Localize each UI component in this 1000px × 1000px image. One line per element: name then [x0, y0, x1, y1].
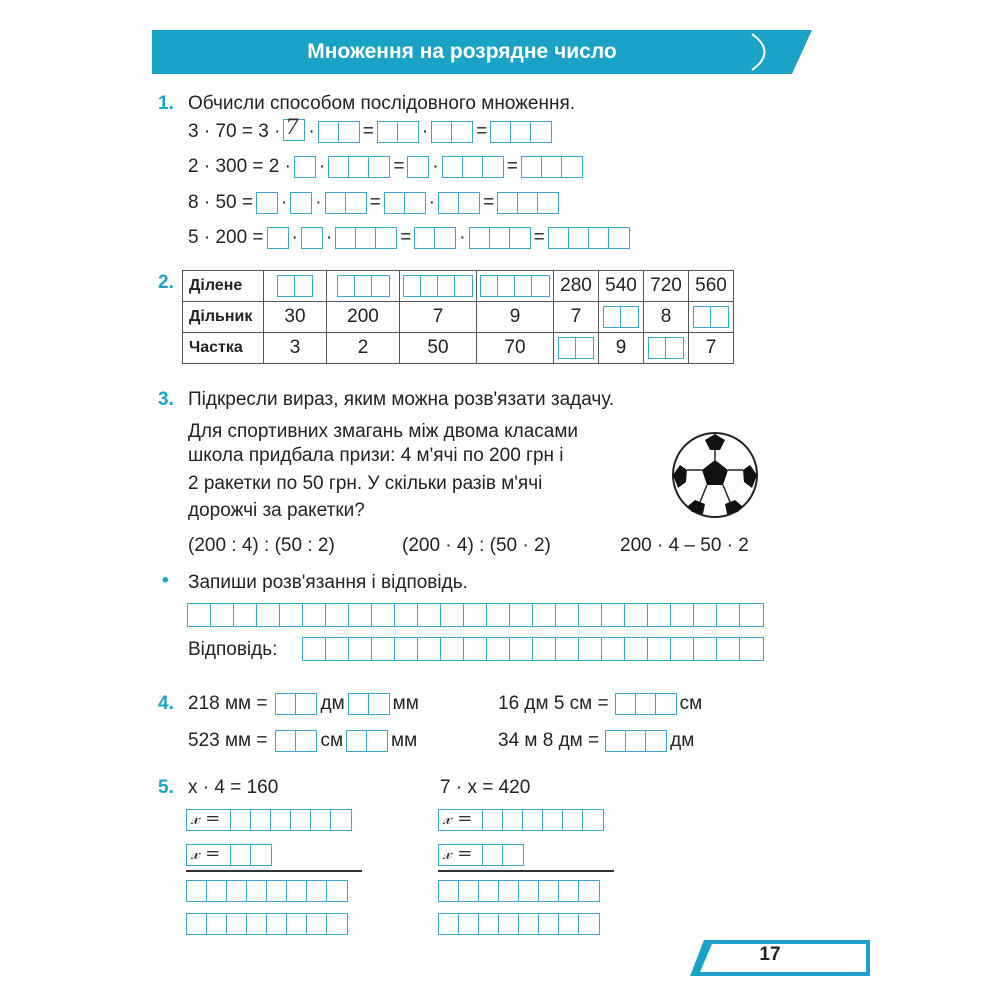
table-row [183, 302, 734, 333]
handwritten-digit: 7 [285, 114, 299, 139]
problem-line: 2 ракетки по 50 грн. У скільки разів м'ячі [188, 473, 543, 494]
table-cell[interactable] [400, 271, 477, 302]
answer-cells[interactable] [328, 156, 390, 178]
table-cell[interactable] [644, 333, 689, 364]
table-cell: 9 [599, 333, 644, 364]
answer-cells[interactable] [377, 121, 419, 143]
check-grid[interactable] [438, 913, 600, 939]
task-number: 1. [158, 93, 174, 114]
table-cell: 540 [599, 271, 644, 302]
answer-cells[interactable] [318, 121, 360, 143]
check-grid[interactable] [186, 880, 348, 906]
answer-cells[interactable] [294, 156, 316, 178]
equation-row: 2 · 300 = 2 · · = · = [188, 153, 586, 181]
equation-row: 5 · 200 = · · = · = [188, 224, 633, 252]
table-cell: 7 [689, 333, 734, 364]
unit-label: см [320, 730, 344, 751]
table-row [183, 271, 734, 302]
answer-cells[interactable] [186, 844, 272, 866]
answer-cells[interactable] [256, 192, 278, 214]
page-title: Множення на розрядне число [307, 40, 617, 63]
answer-cells[interactable] [490, 121, 552, 143]
table-cell: 8 [644, 302, 689, 333]
row-header: Дільник [183, 302, 264, 333]
answer-cells[interactable] [384, 192, 426, 214]
equation-row: 8 · 50 = · · = · = [188, 189, 562, 217]
var-label: 𝓍 = [443, 843, 473, 864]
task-number: 2. [158, 272, 174, 293]
equation-text: 3 · 70 = 3 · [188, 121, 281, 142]
answer-cells[interactable] [438, 844, 524, 866]
answer-cells[interactable] [605, 730, 667, 752]
answer-grid[interactable] [302, 637, 764, 665]
division-table [182, 270, 734, 364]
var-label: 𝓍 = [191, 808, 221, 829]
table-cell[interactable] [264, 271, 327, 302]
equation-text: 8 · 50 = [188, 192, 253, 213]
var-label: 𝓍 = [443, 808, 473, 829]
table-row [183, 333, 734, 364]
answer-cells[interactable] [548, 227, 630, 249]
table-cell[interactable] [327, 271, 400, 302]
answer-cells[interactable] [469, 227, 531, 249]
answer-cells[interactable] [414, 227, 456, 249]
answer-cells[interactable] [348, 693, 390, 715]
solution-grid[interactable] [187, 603, 764, 631]
conversion-text: 218 мм = [188, 693, 268, 714]
answer-cells[interactable] [186, 809, 352, 831]
table-cell[interactable] [554, 333, 599, 364]
table-cell: 560 [689, 271, 734, 302]
equation-text: 7 · x = 420 [440, 777, 531, 798]
unit-label: дм [670, 730, 695, 751]
check-grid[interactable] [186, 913, 348, 939]
divider [186, 870, 362, 872]
conversion-text: 523 мм = [188, 730, 268, 751]
row-header: Ділене [183, 271, 264, 302]
task-number: 4. [158, 693, 174, 714]
table-cell[interactable] [477, 271, 554, 302]
equation-row: 3 · 70 = 3 · 7 · = · = [188, 118, 555, 146]
check-grid[interactable] [438, 880, 600, 906]
table-cell: 280 [554, 271, 599, 302]
table-cell: 70 [477, 333, 554, 364]
table-cell: 7 [554, 302, 599, 333]
answer-cells[interactable] [407, 156, 429, 178]
answer-cells[interactable] [275, 693, 317, 715]
equation-text: x · 4 = 160 [188, 777, 279, 798]
subtask-instruction: Запиши розв'язання і відповідь. [188, 572, 468, 593]
expression-option[interactable]: 200 · 4 – 50 · 2 [620, 535, 749, 556]
answer-cells[interactable] [438, 192, 480, 214]
unit-label: мм [392, 693, 419, 714]
answer-cells[interactable] [497, 192, 559, 214]
solution-line [186, 806, 352, 834]
answer-cells[interactable] [615, 693, 677, 715]
answer-cells[interactable] [335, 227, 397, 249]
soccer-ball-icon [670, 430, 760, 520]
task-number: 3. [158, 389, 174, 410]
problem-line: школа придбала призи: 4 м'ячі по 200 грн і [188, 445, 564, 466]
expression-option[interactable]: (200 : 4) : (50 : 2) [188, 535, 335, 556]
answer-cells[interactable] [275, 730, 317, 752]
table-cell: 720 [644, 271, 689, 302]
conversion-row [188, 727, 417, 755]
table-cell: 30 [264, 302, 327, 333]
conversion-text: 16 дм 5 см = [498, 693, 609, 714]
answer-cells[interactable] [267, 227, 289, 249]
var-label: 𝓍 = [191, 843, 221, 864]
row-header: Частка [183, 333, 264, 364]
answer-cells[interactable] [521, 156, 583, 178]
answer-cells[interactable] [431, 121, 473, 143]
table-cell: 7 [400, 302, 477, 333]
problem-line: Для спортивних змагань між двома класами [188, 421, 579, 442]
table-cell: 3 [264, 333, 327, 364]
unit-label: дм [320, 693, 345, 714]
task-instruction: Обчисли способом послідовного множення. [188, 93, 576, 114]
task-number: 5. [158, 777, 174, 798]
solution-line [186, 841, 272, 869]
solution-line [438, 806, 604, 834]
answer-cells[interactable] [290, 192, 312, 214]
task-instruction: Підкресли вираз, яким можна розв'язати задачу. [188, 389, 615, 410]
table-cell: 2 [327, 333, 400, 364]
equation-text: 5 · 200 = [188, 227, 264, 248]
answer-cells[interactable] [442, 156, 504, 178]
answer-cells[interactable] [325, 192, 367, 214]
solution-line [438, 841, 524, 869]
table-cell[interactable] [689, 302, 734, 333]
table-cell: 50 [400, 333, 477, 364]
answer-cells[interactable] [301, 227, 323, 249]
table-cell: 200 [327, 302, 400, 333]
answer-cells[interactable] [346, 730, 388, 752]
bullet: • [162, 570, 169, 591]
answer-label: Відповідь: [188, 639, 278, 660]
table-cell: 9 [477, 302, 554, 333]
answer-cells[interactable] [438, 809, 604, 831]
unit-label: см [679, 693, 703, 714]
equation-text: 2 · 300 = 2 · [188, 156, 291, 177]
page-number: 17 [759, 944, 781, 965]
conversion-text: 34 м 8 дм = [498, 730, 600, 751]
table-cell[interactable] [599, 302, 644, 333]
conversion-row [188, 690, 419, 718]
conversion-row [498, 690, 702, 718]
expression-option[interactable]: (200 · 4) : (50 · 2) [402, 535, 551, 556]
problem-line: дорожчі за ракетки? [188, 500, 365, 521]
divider [438, 870, 614, 872]
conversion-row [498, 727, 694, 755]
unit-label: мм [391, 730, 418, 751]
